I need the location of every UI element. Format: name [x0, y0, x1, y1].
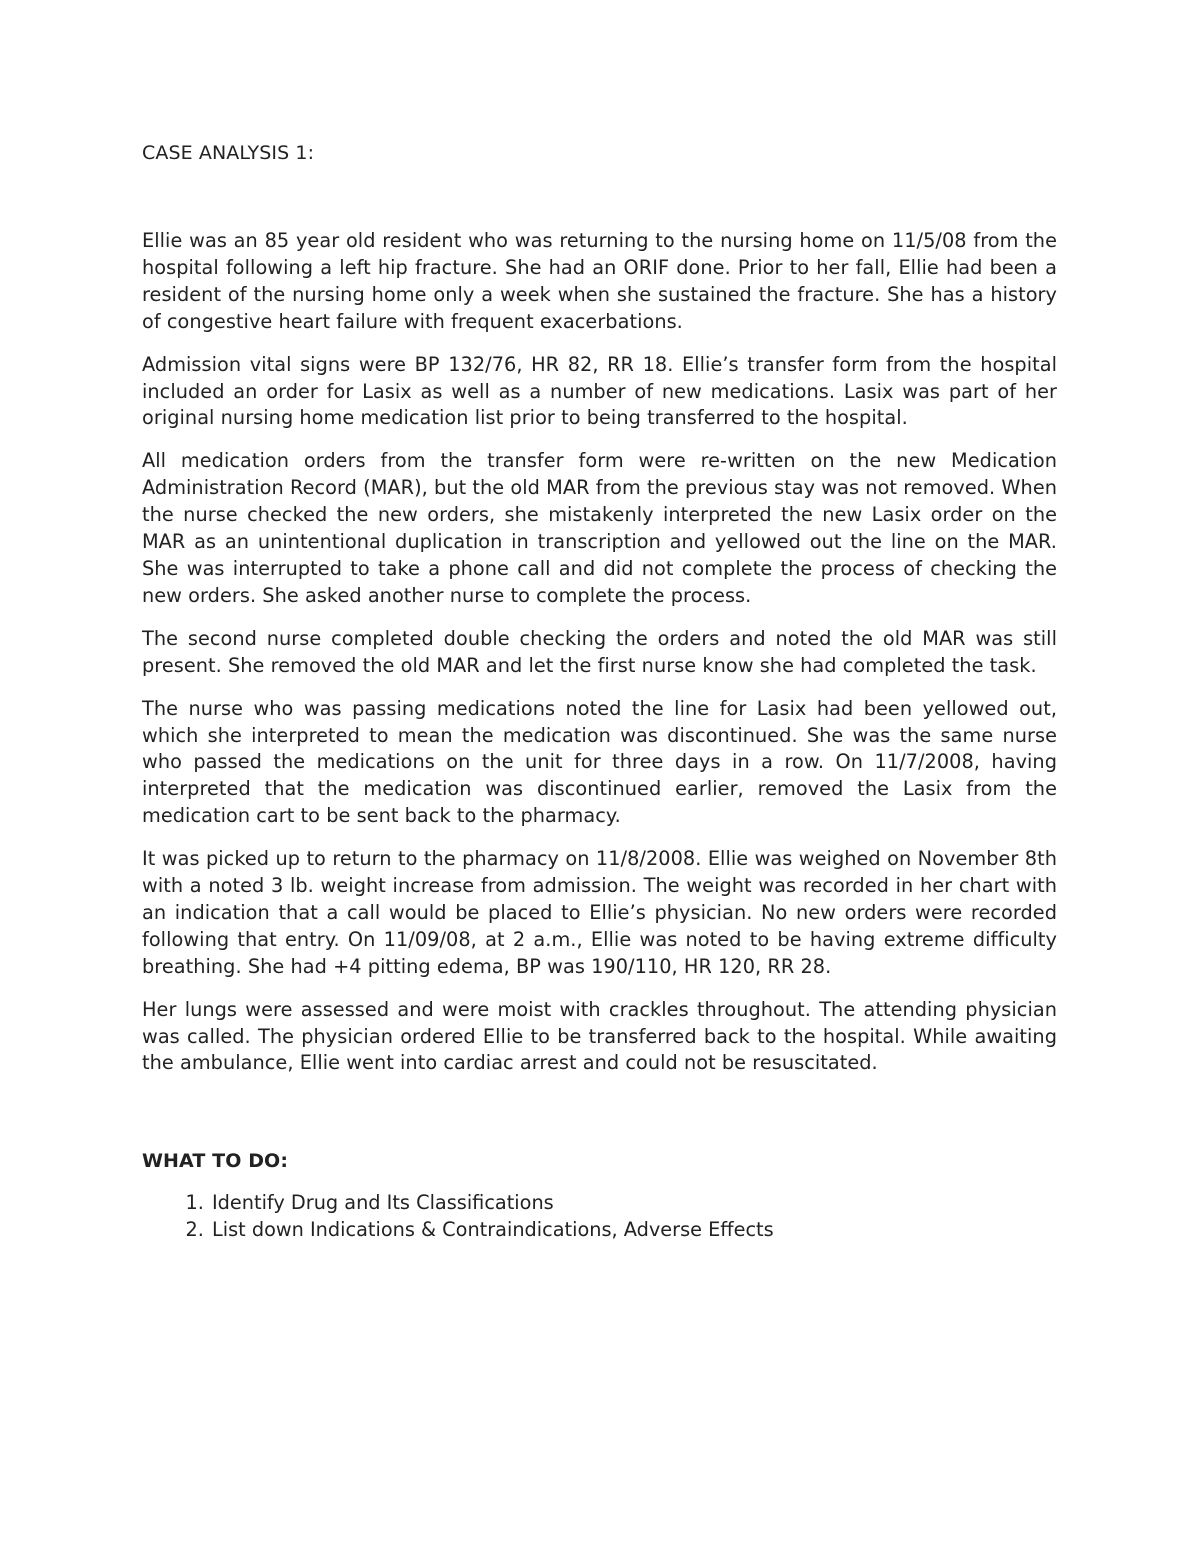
paragraph-6: It was picked up to return to the pharmacy on 11/8/2008. Ellie was weighed on November 8th with a noted 3 lb. weight increase from admission. The weight was recorded in her chart with an indication that a call would be placed to Ellie’s physician. No new orders were recorded following that entry. On 11/09/08, at 2 a.m., Ellie was noted to be having extreme difficulty breathing. She had +4 pitting edema, BP was 190/110, HR 120, RR 28. — [142, 847, 1057, 978]
paragraph-7: Her lungs were assessed and were moist with crackles throughout. The attending physician was called. The physician ordered Ellie to be transferred back to the hospital. While awaiting the ambulance, Ellie went into cardiac arrest and could not be resuscitated. — [142, 997, 1057, 1075]
todo-item-1: 1. Identify Drug and Its Classifications — [210, 1189, 1057, 1216]
paragraph-4: The second nurse completed double checking the orders and noted the old MAR was still present. She removed the old MAR and let the first nurse know she had completed the task. — [142, 626, 1057, 677]
paragraph-5: The nurse who was passing medications noted the line for Lasix had been yellowed out, which she interpreted to mean the medication was discontinued. She was the same nurse who passed the medications on the unit for three days in a row. On 11/7/2008, having interpreted that the medication was discontinued earlier, removed the Lasix from the medication cart to be sent back to the pharmacy. — [142, 696, 1057, 828]
todo-list — [142, 1189, 1057, 1243]
spacer — [142, 1093, 1057, 1148]
paragraph-1: Ellie was an 85 year old resident who was returning to the nursing home on 11/5/08 from the hospital following a left hip fracture. She had an ORIF done. Prior to her fall, Ellie had been a resident of the nursing home only a week when she sustained the fracture. She has a history of congestive heart failure with frequent exacerbations. — [142, 229, 1057, 333]
todo-item-2: 2. List down Indications & Contraindications, Adverse Effects — [210, 1216, 1057, 1243]
case-title: CASE ANALYSIS 1: — [142, 142, 315, 164]
paragraph-3: All medication orders from the transfer form were re-written on the new Medication Administration Record (MAR), but the old MAR from the previous stay was not removed. When the nurse checked the new orders, she mistakenly interpreted the new Lasix order on the MAR as an unintentional duplication in transcription and yellowed out the line on the MAR. She was interrupted to take a phone call and did not complete the process of checking the new orders. She asked another nurse to complete the process. — [142, 449, 1057, 607]
spacer — [142, 167, 1057, 228]
todo-heading: WHAT TO DO: — [142, 1150, 289, 1173]
document-page — [142, 140, 1057, 1243]
paragraph-2: Admission vital signs were BP 132/76, HR 82, RR 18. Ellie’s transfer form from the hospital included an order for Lasix as well as a number of new medications. Lasix was part of her original nursing home medication list prior to being transferred to the hospital. — [142, 352, 1057, 430]
